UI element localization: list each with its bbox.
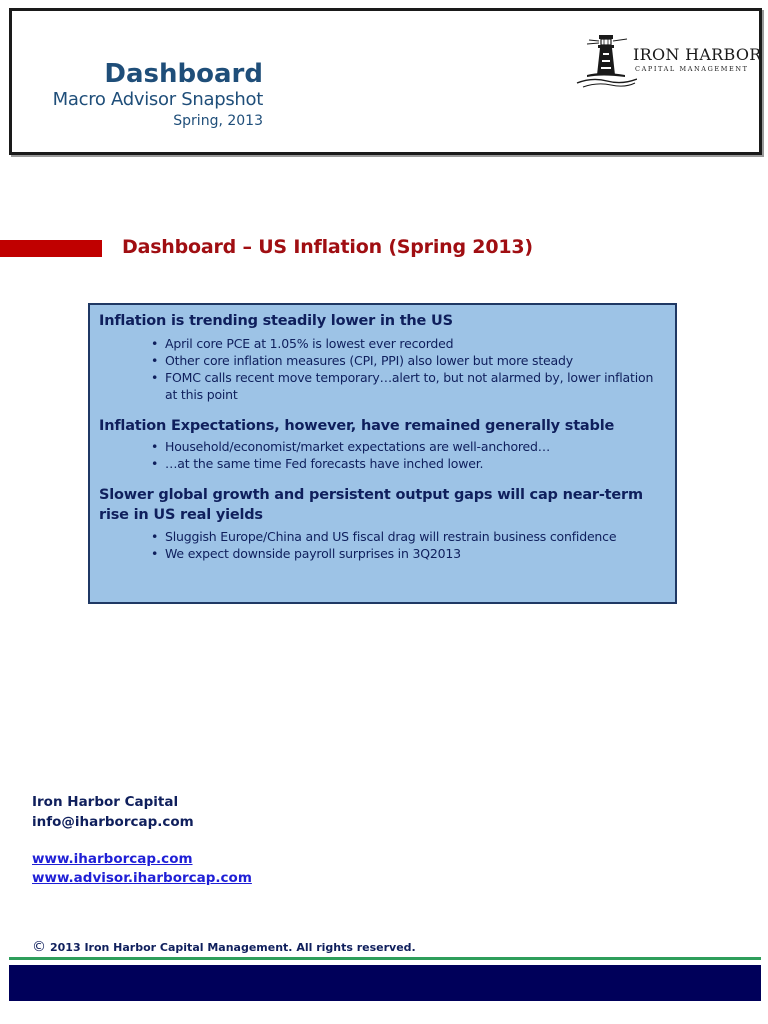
bullet-list xyxy=(99,335,665,403)
page-title: Dashboard xyxy=(104,59,263,89)
page-subtitle: Macro Advisor Snapshot xyxy=(52,89,263,110)
company-name: Iron Harbor Capital xyxy=(32,794,179,810)
bullet-item xyxy=(99,438,665,455)
bullet-icon: • xyxy=(151,353,159,368)
section-accent-bar xyxy=(0,240,102,257)
bullet-text: Household/economist/market expectations are well-anchored… xyxy=(165,439,551,454)
bullet-item xyxy=(99,455,665,472)
contact-spacer xyxy=(32,832,252,850)
summary-box xyxy=(88,303,677,604)
copyright-icon: © xyxy=(32,939,46,955)
bullet-item xyxy=(99,335,665,352)
point-heading: Inflation Expectations, however, have remained generally stable xyxy=(99,418,615,434)
bullet-item xyxy=(99,528,665,545)
footer-bar xyxy=(9,965,761,1001)
copyright-text: 2013 Iron Harbor Capital Management. All rights reserved. xyxy=(50,941,416,954)
bullet-item xyxy=(99,545,665,562)
bullet-icon: • xyxy=(151,336,159,351)
contact-block xyxy=(32,792,252,888)
bullet-text: Sluggish Europe/China and US fiscal drag will restrain business confidence xyxy=(165,529,617,544)
website-link[interactable]: www.iharborcap.com xyxy=(32,851,193,867)
header-text xyxy=(53,59,263,131)
point-heading: Slower global growth and persistent output gaps will cap near-term rise in US real yields xyxy=(99,487,643,523)
bullet-text: Other core inflation measures (CPI, PPI) also lower but more steady xyxy=(165,353,573,368)
page-date: Spring, 2013 xyxy=(173,113,263,129)
bullet-icon: • xyxy=(151,370,159,385)
bullet-item xyxy=(99,352,665,369)
bullet-icon: • xyxy=(151,529,159,544)
footer-divider xyxy=(9,957,761,960)
bullet-text: …at the same time Fed forecasts have inched lower. xyxy=(165,456,484,471)
advisor-link[interactable]: www.advisor.iharborcap.com xyxy=(32,870,252,886)
bullet-icon: • xyxy=(151,439,159,454)
lighthouse-icon xyxy=(567,31,637,91)
bullet-text: April core PCE at 1.05% is lowest ever recorded xyxy=(165,336,454,351)
contact-email: info@iharborcap.com xyxy=(32,814,194,830)
bullet-text: We expect downside payroll surprises in 3Q2013 xyxy=(165,546,461,561)
point-heading: Inflation is trending steadily lower in the US xyxy=(99,313,453,329)
copyright-notice xyxy=(32,939,416,955)
logo-tagline: CAPITAL MANAGEMENT xyxy=(635,65,749,73)
bullet-icon: • xyxy=(151,546,159,561)
header-box xyxy=(9,8,762,155)
bullet-icon: • xyxy=(151,456,159,471)
bullet-text: FOMC calls recent move temporary…alert to, but not alarmed by, lower inflation at this point xyxy=(165,370,654,402)
bullet-list xyxy=(99,528,665,562)
bullet-list xyxy=(99,438,665,472)
bullet-item xyxy=(99,369,665,403)
logo-name: IRON HARBOR xyxy=(633,45,762,64)
section-heading: Dashboard – US Inflation (Spring 2013) xyxy=(122,236,533,258)
company-logo xyxy=(567,31,762,91)
